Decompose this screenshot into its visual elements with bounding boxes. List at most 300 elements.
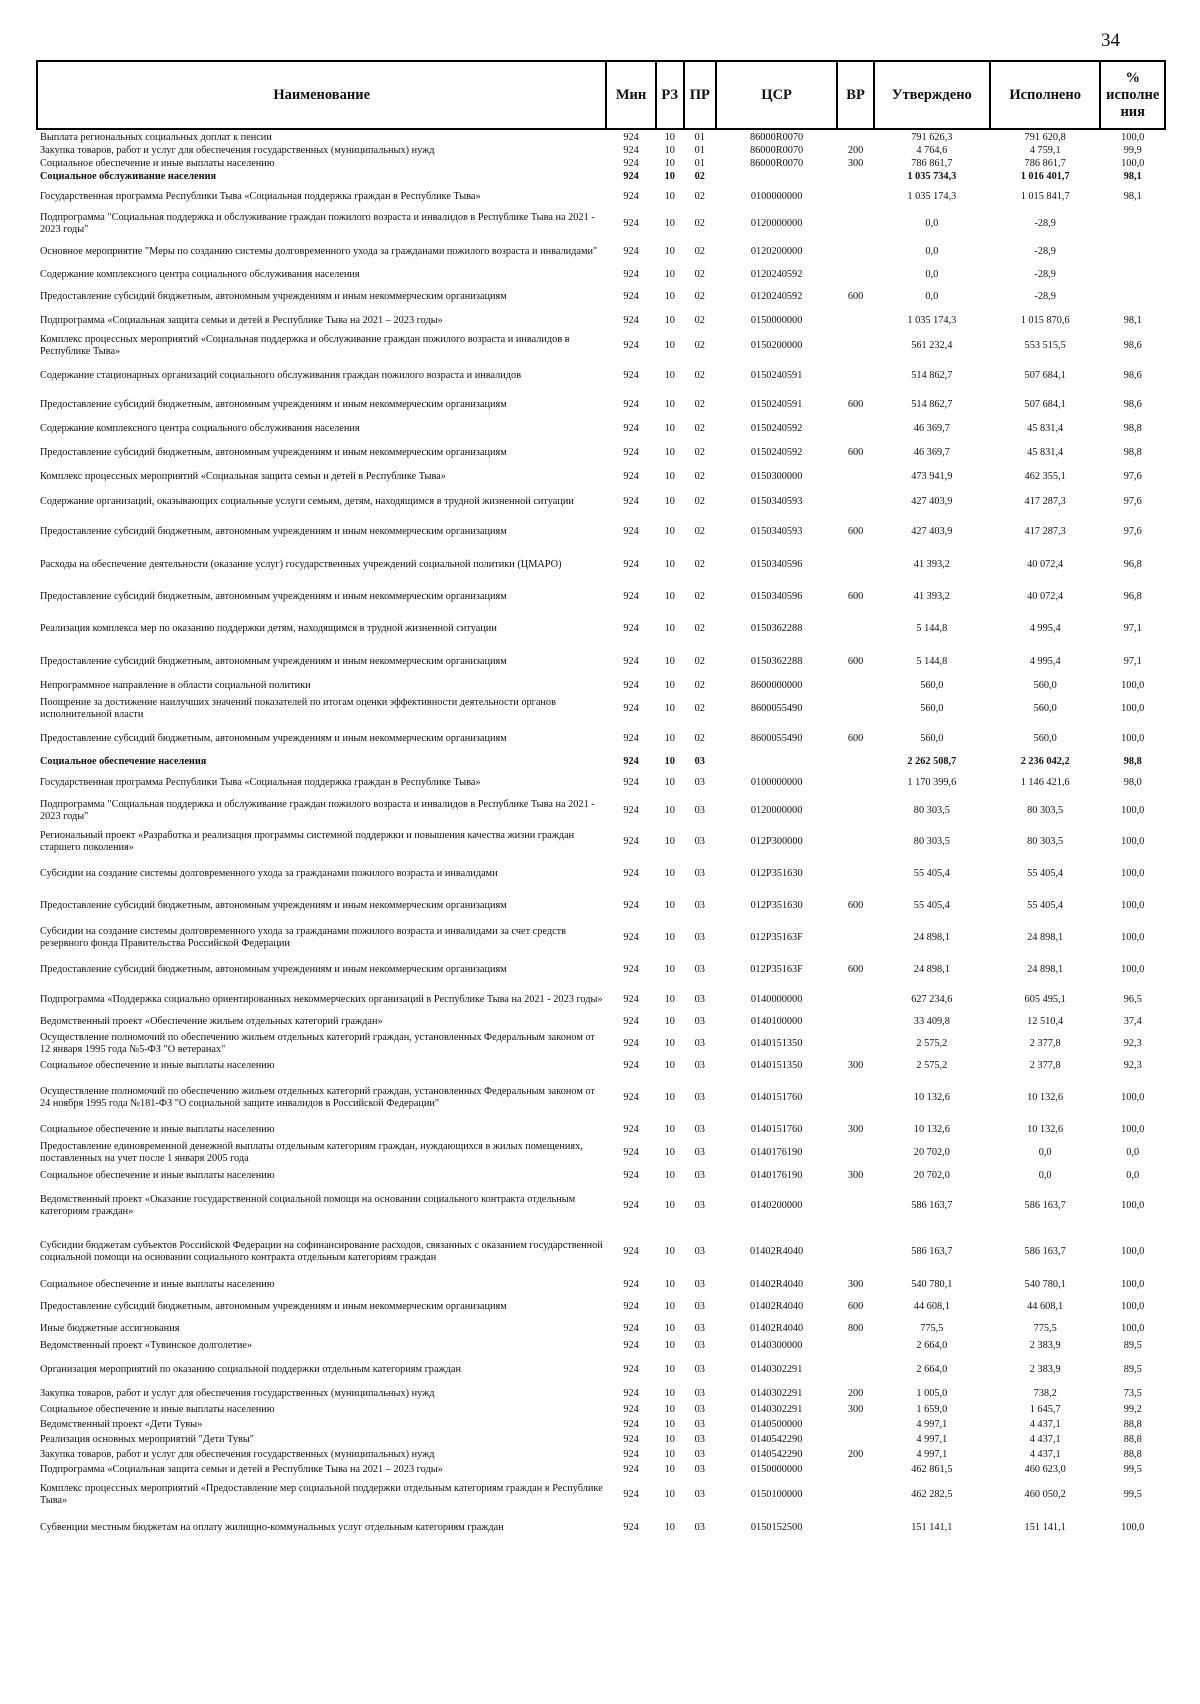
cell-pr: 03 — [694, 1038, 705, 1049]
table-row — [37, 890, 1165, 922]
cell-pr: 03 — [694, 900, 705, 911]
table-header-row — [37, 61, 1165, 129]
cell-rz: 10 — [664, 291, 675, 302]
cell-csr: 8600055490 — [750, 733, 803, 744]
cell-name: Содержание комплексного центра социального обслуживания населения — [40, 423, 360, 434]
cell-min: 924 — [623, 171, 639, 182]
cell-pct: 100,0 — [1121, 1200, 1145, 1211]
cell-executed: 45 831,4 — [1027, 447, 1064, 458]
cell-vr — [837, 1138, 874, 1168]
cell-name: Осуществление полномочий по обеспечению жильем отдельных категорий граждан, установленных Федеральным законом от 24 ноября 1995 года №181-ФЗ "О социальной защите инвалидов в Российской Федерации" — [40, 1086, 595, 1109]
cell-vr: 200 — [847, 1448, 864, 1460]
cell-rz: 10 — [664, 1489, 675, 1500]
cell-name: Социальное обеспечение и иные выплаты населению — [40, 1279, 275, 1290]
cell-executed: 4 995,4 — [1029, 656, 1061, 667]
budget-table — [36, 60, 1166, 1543]
table-row — [37, 1074, 1165, 1122]
cell-executed: 738,2 — [1033, 1388, 1057, 1399]
table-row — [37, 986, 1165, 1014]
cell-pct: 97,6 — [1123, 496, 1142, 507]
cell-min: 924 — [623, 868, 639, 879]
header-name: Наименование — [37, 61, 606, 129]
cell-executed: -28,9 — [1034, 246, 1056, 257]
cell-rz: 10 — [664, 1124, 675, 1135]
table-row — [37, 678, 1165, 694]
cell-pr: 02 — [694, 399, 705, 410]
cell-pr: 03 — [694, 1147, 705, 1158]
cell-rz: 10 — [664, 218, 675, 229]
cell-pr: 03 — [694, 805, 705, 816]
cell-pct: 100,0 — [1121, 1279, 1145, 1290]
table-row — [37, 266, 1165, 284]
cell-vr: 600 — [847, 526, 864, 537]
cell-csr: 0140151760 — [750, 1092, 803, 1103]
cell-min: 924 — [623, 964, 639, 975]
cell-executed: 4 437,1 — [1029, 1448, 1061, 1460]
table-row — [37, 238, 1165, 266]
header-executed: Исполнено — [990, 61, 1101, 129]
cell-csr: 0150340596 — [750, 559, 803, 570]
cell-vr — [837, 754, 874, 770]
cell-pr: 01 — [694, 132, 705, 143]
cell-pct: 98,6 — [1123, 340, 1142, 351]
table-row — [37, 694, 1165, 724]
cell-pct: 100,0 — [1121, 680, 1145, 691]
cell-name: Осуществление полномочий по обеспечению жильем отдельных категорий граждан, установленных Федеральным законом от 12 января 1995 года №5-ФЗ "О ветеранах" — [40, 1032, 595, 1055]
cell-name: Предоставление субсидий бюджетным, автономным учреждениям и иным некоммерческим организациям — [40, 1301, 507, 1312]
cell-vr — [837, 418, 874, 440]
cell-rz: 10 — [664, 1301, 675, 1312]
cell-vr: 800 — [847, 1323, 864, 1334]
cell-pr: 02 — [694, 526, 705, 537]
cell-name: Непрограммное направление в области социальной политики — [40, 680, 311, 691]
table-row — [37, 1184, 1165, 1228]
cell-min: 924 — [623, 1388, 639, 1399]
cell-min: 924 — [623, 157, 639, 169]
cell-rz: 10 — [664, 315, 675, 326]
cell-vr — [837, 266, 874, 284]
cell-pct: 98,1 — [1123, 191, 1142, 202]
cell-approved: 24 898,1 — [913, 964, 950, 975]
cell-pr: 02 — [694, 680, 705, 691]
cell-executed: 1 645,7 — [1029, 1403, 1061, 1415]
cell-vr — [837, 1354, 874, 1386]
cell-vr — [837, 1184, 874, 1228]
table-row — [37, 796, 1165, 826]
cell-pr: 03 — [694, 836, 705, 847]
cell-csr: 0150152500 — [750, 1522, 803, 1533]
cell-pr: 02 — [694, 269, 705, 280]
cell-pct: 98,1 — [1123, 315, 1142, 326]
cell-approved: 2 664,0 — [916, 1340, 948, 1351]
cell-min: 924 — [623, 315, 639, 326]
cell-name: Субсидии бюджетам субъектов Российской Федерации на софинансирование расходов, связанных с оказанием государственной социальной помощи на основании социального контракта отдельным категориям граждан — [40, 1240, 603, 1263]
cell-name: Социальное обеспечение и иные выплаты населению — [40, 1170, 275, 1181]
cell-pct: 100,0 — [1121, 733, 1145, 744]
cell-approved: 24 898,1 — [913, 932, 950, 943]
cell-approved: 20 702,0 — [913, 1170, 950, 1181]
cell-name: Подпрограмма «Социальная защита семьи и детей в Республике Тыва на 2021 – 2023 годы» — [40, 1463, 443, 1475]
cell-rz: 10 — [664, 591, 675, 602]
cell-rz: 10 — [664, 1092, 675, 1103]
cell-csr: 0150340593 — [750, 526, 803, 537]
cell-rz: 10 — [664, 1147, 675, 1158]
cell-pct: 100,0 — [1121, 132, 1145, 143]
header-min: Мин — [606, 61, 655, 129]
cell-rz: 10 — [664, 496, 675, 507]
cell-rz: 10 — [664, 656, 675, 667]
cell-min: 924 — [623, 623, 639, 634]
cell-name: Комплекс процессных мероприятий «Социальная поддержка и обслуживание граждан пожилого возраста и инвалидов в Республике Тыва» — [40, 334, 570, 357]
cell-name: Ведомственный проект «Оказание государственной социальной помощи на основании социального контракта отдельным категориям граждан» — [40, 1194, 576, 1217]
cell-approved: 0,0 — [925, 291, 939, 302]
cell-pct: 88,8 — [1123, 1448, 1142, 1460]
cell-pct: 99,5 — [1123, 1489, 1142, 1500]
cell-vr: 300 — [847, 1279, 864, 1290]
cell-csr: 0140300000 — [750, 1340, 803, 1351]
cell-name: Расходы на обеспечение деятельности (оказание услуг) государственных учреждений социальной политики (ЦМАРО) — [40, 559, 562, 570]
cell-executed: 10 132,6 — [1027, 1092, 1064, 1103]
cell-pct: 100,0 — [1121, 900, 1145, 911]
cell-pct: 99,9 — [1123, 144, 1142, 156]
cell-name: Подпрограмма "Социальная поддержка и обслуживание граждан пожилого возраста и инвалидов в Республике Тыва на 2021 - 2023 годы" — [40, 799, 595, 822]
cell-rz: 10 — [664, 399, 675, 410]
table-row — [37, 157, 1165, 170]
cell-vr — [837, 612, 874, 646]
table-row — [37, 1447, 1165, 1462]
cell-name: Социальное обеспечение населения — [40, 756, 207, 767]
cell-pct: 100,0 — [1121, 1301, 1145, 1312]
cell-min: 924 — [623, 1489, 639, 1500]
cell-csr: 0140302291 — [750, 1403, 803, 1415]
cell-approved: 427 403,9 — [911, 496, 953, 507]
cell-executed: 2 377,8 — [1029, 1038, 1061, 1049]
cell-min: 924 — [623, 805, 639, 816]
cell-vr — [837, 210, 874, 238]
cell-csr: 0140151350 — [750, 1060, 803, 1071]
cell-min: 924 — [623, 1340, 639, 1351]
cell-csr: 0140100000 — [750, 1016, 803, 1027]
cell-approved: 5 144,8 — [916, 656, 948, 667]
cell-name: Социальное обеспечение и иные выплаты населению — [40, 1124, 275, 1135]
cell-approved: 4 764,6 — [916, 144, 948, 156]
cell-executed: -28,9 — [1034, 218, 1056, 229]
cell-csr: 0120000000 — [750, 218, 803, 229]
cell-min: 924 — [623, 340, 639, 351]
cell-csr: 0150362288 — [750, 623, 803, 634]
cell-name: Ведомственный проект «Дети Тувы» — [40, 1418, 203, 1430]
cell-pr: 02 — [694, 591, 705, 602]
cell-rz: 10 — [664, 1170, 675, 1181]
page-number: 34 — [1101, 30, 1120, 51]
cell-vr: 300 — [847, 1403, 864, 1415]
cell-executed: 553 515,5 — [1024, 340, 1066, 351]
cell-min: 924 — [623, 496, 639, 507]
cell-csr: 0150100000 — [750, 1489, 803, 1500]
cell-pr: 03 — [694, 1448, 705, 1460]
cell-min: 924 — [623, 218, 639, 229]
cell-approved: 80 303,5 — [913, 805, 950, 816]
cell-vr — [837, 1014, 874, 1030]
cell-pr: 02 — [694, 171, 705, 182]
cell-rz: 10 — [664, 623, 675, 634]
table-row — [37, 548, 1165, 582]
cell-rz: 10 — [664, 1279, 675, 1290]
cell-pr: 02 — [694, 496, 705, 507]
cell-rz: 10 — [664, 1448, 675, 1460]
cell-approved: 1 035 734,3 — [907, 171, 957, 182]
cell-pr: 02 — [694, 471, 705, 482]
cell-approved: 0,0 — [925, 246, 939, 257]
cell-min: 924 — [623, 932, 639, 943]
cell-pct: 73,5 — [1123, 1388, 1142, 1399]
cell-rz: 10 — [664, 1388, 675, 1399]
cell-pr: 03 — [694, 1170, 705, 1181]
table-row — [37, 1294, 1165, 1320]
cell-pr: 03 — [694, 1279, 705, 1290]
cell-rz: 10 — [664, 777, 675, 788]
cell-approved: 44 608,1 — [913, 1301, 950, 1312]
cell-executed: 12 510,4 — [1027, 1016, 1064, 1027]
cell-pct — [1100, 266, 1165, 284]
header-pct: % исполне ния — [1100, 61, 1165, 129]
cell-pr: 02 — [694, 370, 705, 381]
table-row — [37, 858, 1165, 890]
cell-rz: 10 — [664, 900, 675, 911]
table-row — [37, 360, 1165, 392]
cell-min: 924 — [623, 1200, 639, 1211]
cell-approved: 4 997,1 — [916, 1433, 948, 1445]
cell-executed: 417 287,3 — [1024, 526, 1066, 537]
cell-vr — [837, 770, 874, 796]
cell-csr: 0120000000 — [750, 805, 803, 816]
cell-csr: 0150200000 — [750, 340, 803, 351]
cell-min: 924 — [623, 246, 639, 257]
cell-approved: 46 369,7 — [913, 447, 950, 458]
cell-pct: 98,6 — [1123, 399, 1142, 410]
cell-csr: 0120240592 — [750, 269, 803, 280]
cell-csr: 0140542290 — [750, 1433, 803, 1445]
cell-vr — [837, 1074, 874, 1122]
cell-pct: 96,8 — [1123, 559, 1142, 570]
cell-csr: 0140176190 — [750, 1170, 803, 1181]
table-row — [37, 922, 1165, 954]
cell-executed: 24 898,1 — [1027, 964, 1064, 975]
cell-name: Субсидии на создание системы долговременного ухода за гражданами пожилого возраста и инвалидами — [40, 868, 498, 879]
cell-approved: 427 403,9 — [911, 526, 953, 537]
cell-pct: 97,1 — [1123, 656, 1142, 667]
cell-min: 924 — [623, 900, 639, 911]
table-row — [37, 954, 1165, 986]
cell-approved: 5 144,8 — [916, 623, 948, 634]
cell-vr — [837, 922, 874, 954]
cell-pr: 03 — [694, 964, 705, 975]
cell-executed: 2 383,9 — [1029, 1340, 1061, 1351]
table-row — [37, 1138, 1165, 1168]
cell-pct: 98,0 — [1123, 777, 1142, 788]
cell-approved: 151 141,1 — [911, 1522, 953, 1533]
cell-pct: 89,5 — [1123, 1340, 1142, 1351]
cell-rz: 10 — [664, 526, 675, 537]
table-row — [37, 332, 1165, 360]
cell-approved: 473 941,9 — [911, 471, 953, 482]
cell-min: 924 — [623, 144, 639, 156]
cell-name: Социальное обеспечение и иные выплаты населению — [40, 157, 275, 169]
cell-min: 924 — [623, 836, 639, 847]
cell-vr — [837, 1338, 874, 1354]
cell-vr — [837, 796, 874, 826]
cell-min: 924 — [623, 733, 639, 744]
cell-rz: 10 — [664, 1323, 675, 1334]
cell-csr: 0150362288 — [750, 656, 803, 667]
cell-min: 924 — [623, 191, 639, 202]
cell-rz: 10 — [664, 1060, 675, 1071]
cell-min: 924 — [623, 423, 639, 434]
cell-min: 924 — [623, 777, 639, 788]
cell-name: Социальное обслуживание населения — [40, 171, 217, 182]
cell-rz: 10 — [664, 1340, 675, 1351]
cell-min: 924 — [623, 132, 639, 143]
cell-pct: 100,0 — [1121, 932, 1145, 943]
cell-executed: 460 050,2 — [1024, 1489, 1066, 1500]
table-row — [37, 440, 1165, 466]
cell-approved: 0,0 — [925, 218, 939, 229]
cell-min: 924 — [623, 1448, 639, 1460]
cell-vr — [837, 694, 874, 724]
cell-rz: 10 — [664, 171, 675, 182]
cell-vr: 300 — [847, 157, 864, 169]
table-row — [37, 1030, 1165, 1058]
cell-min: 924 — [623, 756, 639, 767]
cell-min: 924 — [623, 1038, 639, 1049]
cell-min: 924 — [623, 370, 639, 381]
cell-name: Государственная программа Республики Тыва «Социальная поддержка граждан в Республике Тыва» — [40, 191, 481, 202]
table-row — [37, 129, 1165, 144]
table-row — [37, 1338, 1165, 1354]
cell-pct: 100,0 — [1121, 157, 1145, 169]
cell-executed: 586 163,7 — [1024, 1246, 1066, 1257]
cell-pct: 88,8 — [1123, 1433, 1142, 1445]
cell-executed: 1 016 401,7 — [1020, 171, 1070, 182]
cell-name: Иные бюджетные ассигнования — [40, 1323, 180, 1334]
table-row — [37, 1402, 1165, 1417]
cell-name: Содержание стационарных организаций социального обслуживания граждан пожилого возраста и инвалидов — [40, 370, 522, 381]
cell-name: Предоставление субсидий бюджетным, автономным учреждениям и иным некоммерческим организациям — [40, 591, 507, 602]
cell-csr: 0120240592 — [750, 291, 803, 302]
cell-vr: 600 — [847, 447, 864, 458]
cell-name: Региональный проект «Разработка и реализация программы системной поддержки и повышения качества жизни граждан старшего поколения» — [40, 830, 575, 853]
cell-rz: 10 — [664, 1246, 675, 1257]
cell-executed: 10 132,6 — [1027, 1124, 1064, 1135]
cell-csr: 86000R0070 — [749, 132, 804, 143]
table-row — [37, 1228, 1165, 1276]
cell-csr: 0150000000 — [750, 315, 803, 326]
cell-name: Подпрограмма "Социальная поддержка и обслуживание граждан пожилого возраста и инвалидов в Республике Тыва на 2021 - 2023 годы" — [40, 212, 595, 235]
cell-rz: 10 — [664, 703, 675, 714]
cell-min: 924 — [623, 1147, 639, 1158]
cell-pr: 03 — [694, 1200, 705, 1211]
cell-vr — [837, 310, 874, 332]
cell-rz: 10 — [664, 246, 675, 257]
cell-approved: 586 163,7 — [911, 1200, 953, 1211]
cell-vr: 600 — [847, 900, 864, 911]
table-row — [37, 1320, 1165, 1338]
cell-pr: 03 — [694, 1301, 705, 1312]
table-row — [37, 770, 1165, 796]
cell-csr: 0150240592 — [750, 447, 803, 458]
cell-csr: 0140302291 — [750, 1388, 803, 1399]
cell-approved: 560,0 — [920, 680, 944, 691]
cell-vr — [837, 1030, 874, 1058]
cell-approved: 33 409,8 — [913, 1016, 950, 1027]
cell-pct — [1100, 238, 1165, 266]
cell-min: 924 — [623, 680, 639, 691]
table-row — [37, 184, 1165, 210]
cell-pr: 03 — [694, 868, 705, 879]
cell-rz: 10 — [664, 868, 675, 879]
cell-csr: 012P351630 — [750, 900, 803, 911]
cell-rz: 10 — [664, 157, 675, 169]
cell-executed: 2 383,9 — [1029, 1364, 1061, 1375]
cell-min: 924 — [623, 994, 639, 1005]
cell-executed: 560,0 — [1033, 680, 1057, 691]
cell-csr: 01402R4040 — [749, 1279, 804, 1290]
cell-name: Предоставление субсидий бюджетным, автономным учреждениям и иным некоммерческим организациям — [40, 291, 507, 302]
cell-vr: 300 — [847, 1060, 864, 1071]
cell-vr — [837, 332, 874, 360]
cell-approved: 514 862,7 — [911, 370, 953, 381]
cell-csr: 0150340596 — [750, 591, 803, 602]
cell-rz: 10 — [664, 805, 675, 816]
cell-name: Содержание комплексного центра социального обслуживания населения — [40, 269, 360, 280]
header-approved: Утверждено — [874, 61, 990, 129]
cell-executed: 2 236 042,2 — [1020, 756, 1070, 767]
cell-executed: -28,9 — [1034, 291, 1056, 302]
cell-min: 924 — [623, 1403, 639, 1415]
cell-pr: 01 — [694, 157, 705, 169]
cell-rz: 10 — [664, 1418, 675, 1430]
cell-min: 924 — [623, 1124, 639, 1135]
cell-vr — [837, 1432, 874, 1447]
cell-pct: 100,0 — [1121, 868, 1145, 879]
cell-vr: 300 — [847, 1170, 864, 1181]
cell-csr: 0140151760 — [750, 1124, 803, 1135]
cell-executed: 507 684,1 — [1024, 370, 1066, 381]
cell-executed: 560,0 — [1033, 733, 1057, 744]
cell-rz: 10 — [664, 932, 675, 943]
cell-name: Предоставление субсидий бюджетным, автономным учреждениям и иным некоммерческим организациям — [40, 656, 507, 667]
cell-approved: 55 405,4 — [913, 868, 950, 879]
cell-pr: 03 — [694, 1403, 705, 1415]
cell-vr: 600 — [847, 399, 864, 410]
cell-min: 924 — [623, 1301, 639, 1312]
cell-name: Ведомственный проект «Тувинское долголетие» — [40, 1340, 253, 1351]
cell-approved: 560,0 — [920, 733, 944, 744]
cell-approved: 46 369,7 — [913, 423, 950, 434]
cell-executed: 540 780,1 — [1024, 1279, 1066, 1290]
cell-pct: 92,3 — [1123, 1038, 1142, 1049]
cell-csr: 012P300000 — [750, 836, 803, 847]
cell-min: 924 — [623, 471, 639, 482]
cell-vr — [837, 129, 874, 144]
cell-csr: 012P351630 — [750, 868, 803, 879]
table-body — [37, 129, 1165, 1543]
cell-pr: 02 — [694, 559, 705, 570]
cell-vr — [837, 1417, 874, 1432]
cell-csr: 012P35163F — [750, 964, 803, 975]
cell-vr — [837, 1228, 874, 1276]
table-row — [37, 724, 1165, 754]
